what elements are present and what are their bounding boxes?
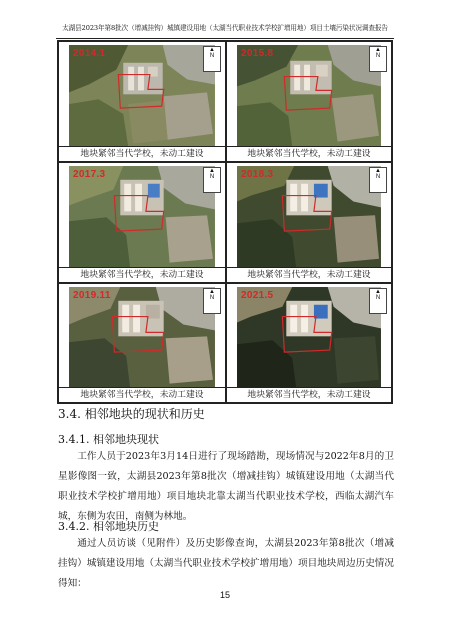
figure-cell-4 xyxy=(226,162,392,283)
satellite-image-4 xyxy=(237,166,381,268)
north-arrow-icon: ▲ N xyxy=(203,46,221,72)
figure-date-5: 2019.11 xyxy=(73,290,111,301)
paragraph-3-4-2 xyxy=(58,534,394,594)
figure-date-1: 2014.1 xyxy=(73,48,106,59)
figure-date-3: 2017.3 xyxy=(73,169,106,180)
north-arrow-icon: ▲ N xyxy=(369,167,387,193)
section-heading-3-4-2: 3.4.2. 相邻地块历史 xyxy=(58,520,159,533)
figure-date-2: 2015.8 xyxy=(241,48,274,59)
satellite-image-3 xyxy=(69,166,215,268)
satellite-image-5 xyxy=(69,287,215,388)
north-arrow-icon: ▲ N xyxy=(203,288,221,314)
satellite-image-6 xyxy=(237,287,381,388)
paragraph-text: 工作人员于2023年3月14日进行了现场踏勘，现场情况与2022年8月的卫星影像图一致，太湖县2023年第8批次（增减挂钩）城镇建设用地（太湖当代职业技术学校扩增用地）项目地块北靠太湖当代职业技术学校，西临太湖汽车城，东侧为农田，南侧为林地。 xyxy=(58,451,394,522)
figure-date-6: 2021.5 xyxy=(241,290,274,301)
section-heading-3-4: 3.4. 相邻地块的现状和历史 xyxy=(58,407,205,421)
figure-caption-3: 地块紧邻当代学校，未动工建设 xyxy=(59,267,225,282)
figure-caption-4: 地块紧邻当代学校，未动工建设 xyxy=(227,267,391,282)
figure-cell-1 xyxy=(58,41,226,162)
figure-caption-1: 地块紧邻当代学校，未动工建设 xyxy=(59,146,225,161)
satellite-image-2 xyxy=(237,45,381,147)
page-number: 15 xyxy=(219,590,230,600)
figure-cell-6 xyxy=(226,283,392,403)
figure-caption-5: 地块紧邻当代学校，未动工建设 xyxy=(59,387,225,402)
figure-cell-5 xyxy=(58,283,226,403)
north-arrow-icon: ▲ N xyxy=(203,167,221,193)
north-arrow-icon: ▲ N xyxy=(369,46,387,72)
north-arrow-icon: ▲ N xyxy=(369,288,387,314)
figure-cell-2 xyxy=(226,41,392,162)
paragraph-text: 通过人员访谈（见附件）及历史影像查询，太湖县2023年第8批次（增减挂钩）城镇建设用地（太湖当代职业技术学校扩增用地）项目地块周边历史情况得知： xyxy=(58,538,394,589)
figure-date-4: 2018.3 xyxy=(241,169,274,180)
figure-cell-3 xyxy=(58,162,226,283)
satellite-image-table xyxy=(57,40,393,404)
figure-caption-6: 地块紧邻当代学校，未动工建设 xyxy=(227,387,391,402)
paragraph-3-4-1 xyxy=(58,447,394,527)
satellite-image-1 xyxy=(69,45,215,147)
section-heading-3-4-1: 3.4.1. 相邻地块现状 xyxy=(58,433,159,446)
header-rule xyxy=(56,38,394,39)
figure-caption-2: 地块紧邻当代学校，未动工建设 xyxy=(227,146,391,161)
page-header: 太湖县2023年第8批次（增减挂钩）城镇建设用地（太湖当代职业技术学校扩增用地）项目土壤污染状况调查报告 xyxy=(62,24,388,32)
